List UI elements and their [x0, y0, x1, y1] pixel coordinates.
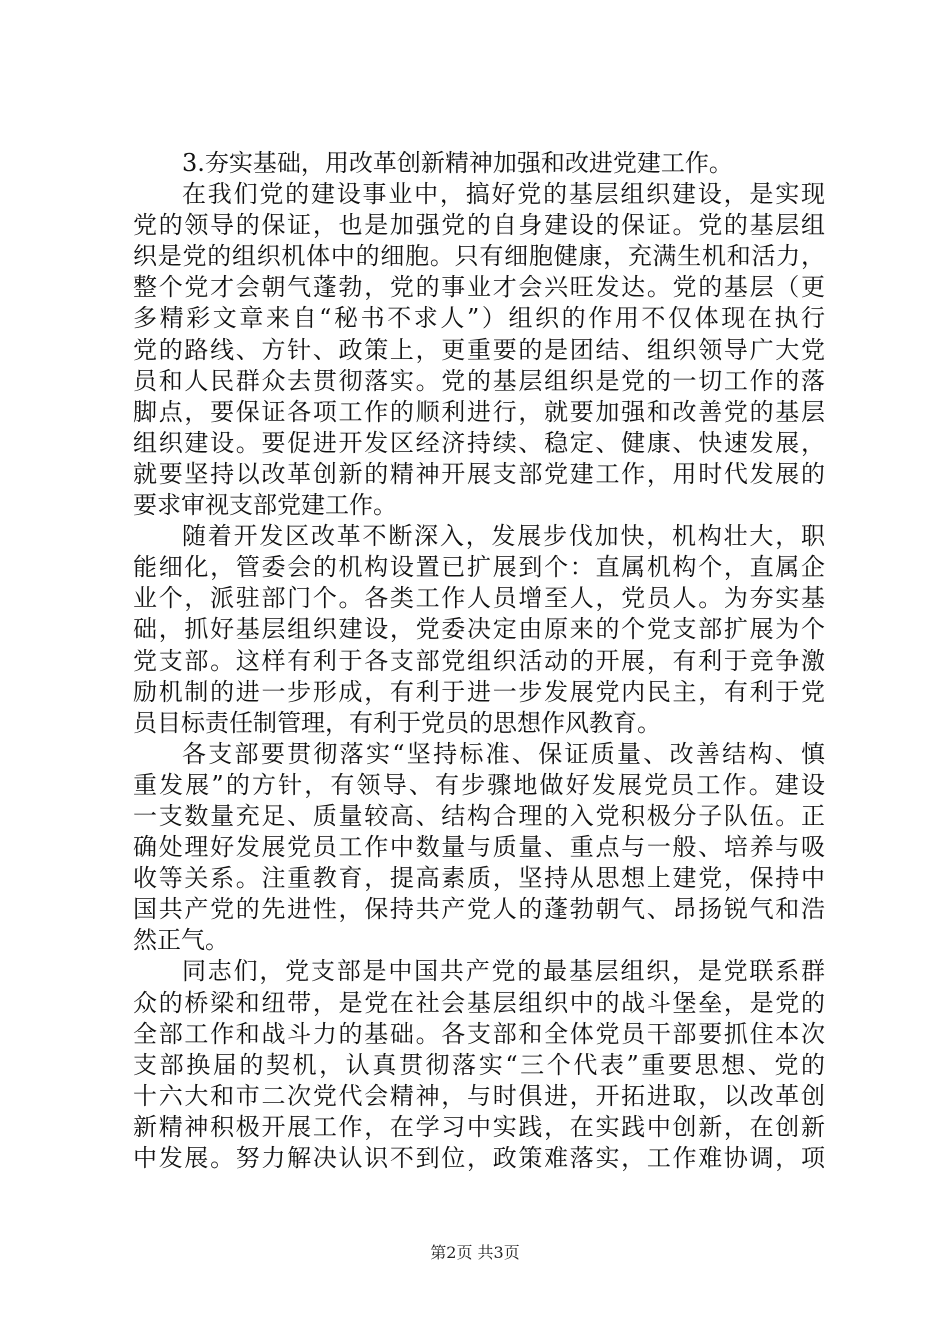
text-line: 业个，派驻部门个。各类工作人员增至人，党员人。为夯实基: [133, 584, 825, 613]
text-line: 员目标责任制管理，有利于党员的思想作风教育。: [133, 708, 661, 737]
page-footer: 第2页 共3页: [430, 1243, 520, 1262]
text-line: 组织建设。要促进开发区经济持续、稳定、健康、快速发展，: [133, 428, 825, 457]
text-line: 多精彩文章来自“秘书不求人”）组织的作用不仅体现在执行: [133, 304, 825, 333]
text-line: 支部换届的契机，认真贯彻落实“三个代表”重要思想、党的: [133, 1050, 825, 1079]
text-line: 确处理好发展党员工作中数量与质量、重点与一般、培养与吸: [133, 833, 825, 862]
text-line: 收等关系。注重教育，提高素质，坚持从思想上建党，保持中: [133, 864, 825, 893]
text-line: 整个党才会朝气蓬勃，党的事业才会兴旺发达。党的基层（更: [133, 273, 825, 302]
text-line: 党的路线、方针、政策上，更重要的是团结、组织领导广大党: [133, 335, 825, 364]
text-line: 在我们党的建设事业中，搞好党的基层组织建设，是实现: [182, 180, 825, 209]
text-line: 各支部要贯彻落实“坚持标准、保证质量、改善结构、慎: [182, 739, 825, 768]
document-body: [133, 148, 825, 1174]
text-line: 础，抓好基层组织建设，党委决定由原来的个党支部扩展为个: [133, 615, 825, 644]
text-line: 新精神积极开展工作，在学习中实践，在实践中创新，在创新: [133, 1112, 825, 1141]
text-line: 员和人民群众去贯彻落实。党的基层组织是党的一切工作的落: [133, 366, 825, 395]
text-line: 要求审视支部党建工作。: [133, 491, 397, 520]
text-line: 就要坚持以改革创新的精神开展支部党建工作，用时代发展的: [133, 459, 825, 488]
text-line: 织是党的组织机体中的细胞。只有细胞健康，充满生机和活力，: [133, 242, 825, 271]
text-line: 一支数量充足、质量较高、结构合理的入党积极分子队伍。正: [133, 801, 825, 830]
text-line: 能细化，管委会的机构设置已扩展到个：直属机构个，直属企: [133, 553, 825, 582]
text-line: 党支部。这样有利于各支部党组织活动的开展，有利于竞争激: [133, 646, 825, 675]
text-line: 党的领导的保证，也是加强党的自身建设的保证。党的基层组: [133, 211, 825, 240]
text-line: 十六大和市二次党代会精神，与时俱进，开拓进取，以改革创: [133, 1081, 825, 1110]
text-line: 重发展”的方针，有领导、有步骤地做好发展党员工作。建设: [133, 770, 825, 799]
text-line: 然正气。: [133, 926, 229, 955]
text-line: 随着开发区改革不断深入，发展步伐加快，机构壮大，职: [182, 522, 825, 551]
text-line: 励机制的进一步形成，有利于进一步发展党内民主，有利于党: [133, 677, 825, 706]
text-line: 同志们，党支部是中国共产党的最基层组织，是党联系群: [182, 957, 825, 986]
text-line: 脚点，要保证各项工作的顺利进行，就要加强和改善党的基层: [133, 397, 825, 426]
text-line: 全部工作和战斗力的基础。各支部和全体党员干部要抓住本次: [133, 1019, 825, 1048]
text-line: 国共产党的先进性，保持共产党人的蓬勃朝气、昂扬锐气和浩: [133, 895, 825, 924]
text-line: 众的桥梁和纽带，是党在社会基层组织中的战斗堡垒，是党的: [133, 988, 825, 1017]
text-line: 3.夯实基础，用改革创新精神加强和改进党建工作。: [182, 149, 733, 177]
text-line: 中发展。努力解决认识不到位，政策难落实，工作难协调，项: [133, 1144, 825, 1172]
